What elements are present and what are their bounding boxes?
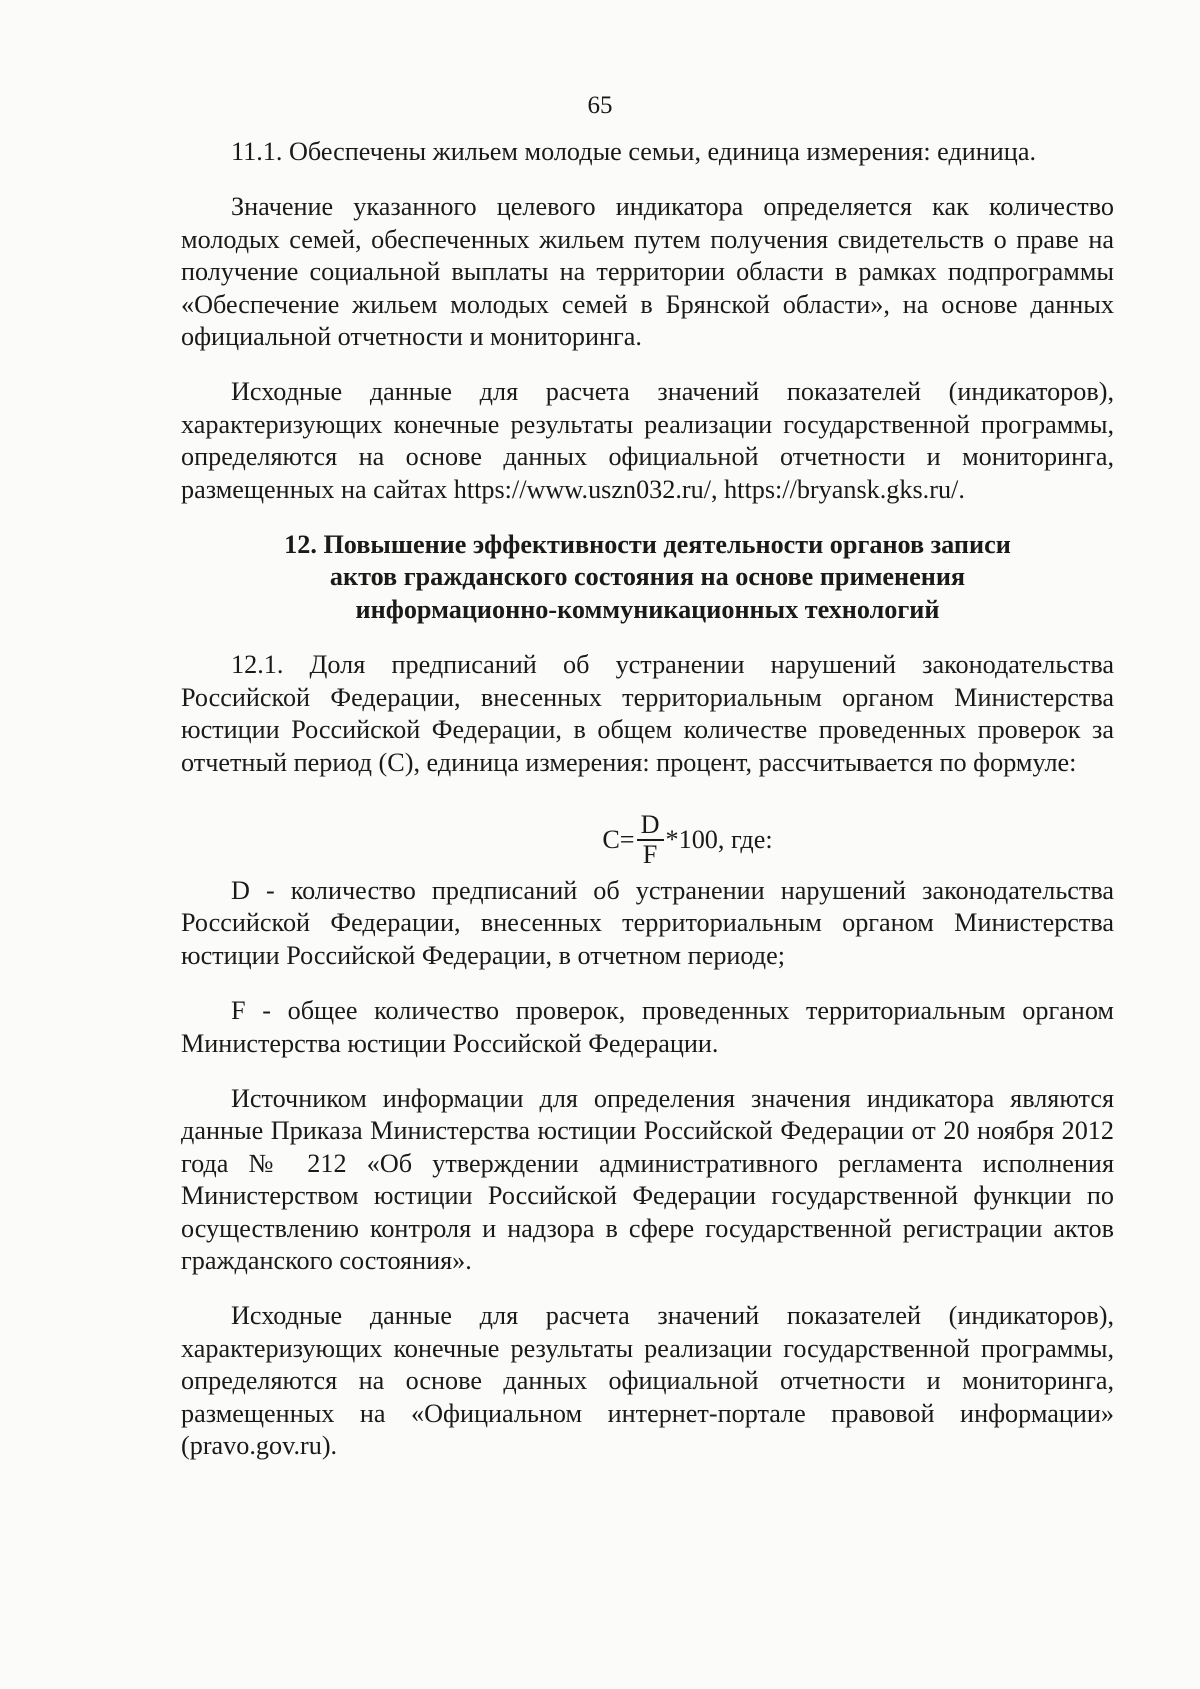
indicator-12-1-title: 12.1. Доля предписаний об устранении нарушений законодательства Российской Федерации, внесенных территориальным органом Министерства юстиции Российской Федерации, в общем количестве проведенных проверок за отчетный период (С), единица измерения: процент, рассчитывается по формуле: [181,650,1114,777]
formula-numerator: D [637,811,664,841]
indicator-11-1-title: 11.1. Обеспечены жильем молодые семьи, единица измерения: единица. [231,137,1036,166]
section-12-heading-line-3: информационно-коммуникационных технологий [355,594,940,624]
indicator-11-1-description: Значение указанного целевого индикатора определяется как количество молодых семей, обеспеченных жильем путем получения свидетельств о праве на получение социальной выплаты на территории области в рамках подпрограммы «Обеспечение жильем молодых семей в Брянской области», на основе данных официальной отчетности и мониторинга. [181,192,1114,352]
formula-rhs: *100, где: [665,824,773,854]
formula-denominator: F [642,839,658,869]
section-12-heading-line-2: актов гражданского состояния на основе применения [329,562,966,592]
document-body [181,136,1114,1485]
indicator-12-1-source: Источником информации для определения значения индикатора являются данные Приказа Министерства юстиции Российской Федерации от 20 ноября 2012 года № 212 «Об утверждении административного регламента исполнения Министерством юстиции Российской Федерации государственной функции по осуществлению контроля и надзора в сфере государственной регистрации актов гражданского состояния». [181,1083,1114,1275]
formula-lhs: С= [602,824,635,854]
definition-d: D - количество предписаний об устранении нарушений законодательства Российской Федерации, внесенных территориальным органом Министерства юстиции Российской Федерации, в отчетном периоде; [181,875,1114,970]
page-number: 65 [587,92,613,119]
section-12-heading [181,529,1114,626]
formula [181,811,1114,869]
indicator-11-1-source: Исходные данные для расчета значений показателей (индикаторов), характеризующих конечные результаты реализации государственной программы, определяются на основе данных официальной отчетности и мониторинга, размещенных на сайтах https://www.uszn032.ru/, https://bryansk.gks.ru/. [181,377,1114,504]
definition-f: F - общее количество проверок, проведенных территориальным органом Министерства юстиции Российской Федерации. [181,996,1114,1058]
indicator-12-1-initial-data: Исходные данные для расчета значений показателей (индикаторов), характеризующих конечные результаты реализации государственной программы, определяются на основе данных официальной отчетности и мониторинга, размещенных на «Официальном интернет-портале правовой информации» (pravo.gov.ru). [181,1301,1114,1460]
section-12-heading-line-1: 12. Повышение эффективности деятельности органов записи [284,530,1011,560]
formula-fraction [637,811,664,869]
